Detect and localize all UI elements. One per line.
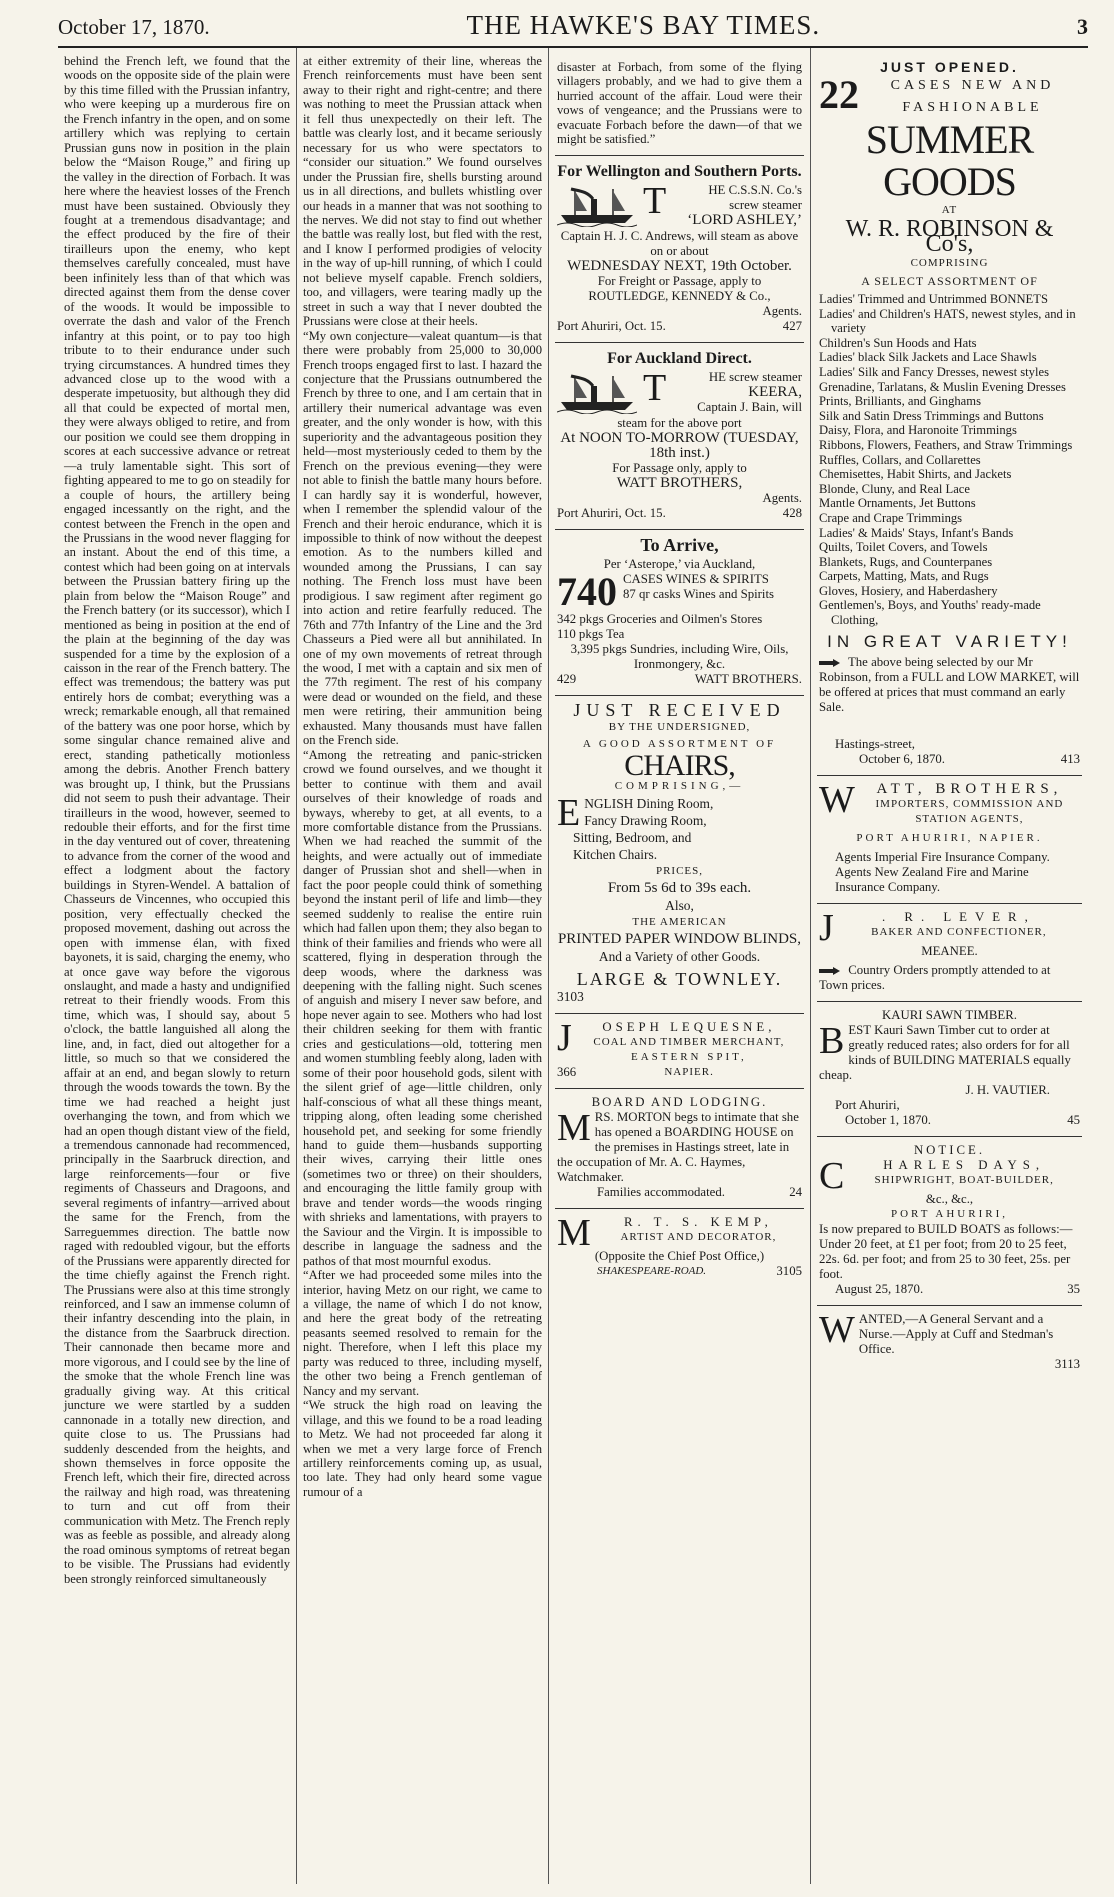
ad-heading: For Auckland Direct. <box>607 349 752 367</box>
ad-line: SHAKESPEARE-ROAD. <box>597 1264 707 1277</box>
ad-body: ANTED,—A General Servant and a Nurse.—Apply at Cuff and Stedman's Office. <box>858 1311 1054 1356</box>
ad-line: 110 pkgs Tea <box>557 626 625 641</box>
ad-line: A SELECT ASSORTMENT OF <box>861 274 1038 288</box>
ad-heading: JUST RECEIVED <box>573 699 786 720</box>
agent-name: LARGE & TOWNLEY. <box>576 968 783 989</box>
ad-note <box>819 655 1080 715</box>
list-item: Kitchen Chairs. <box>573 846 658 862</box>
ad-line: steam for the above port <box>617 415 742 430</box>
list-item: Ladies' Silk and Fancy Dresses, newest styles <box>819 364 1049 379</box>
list-item: Ladies' & Maids' Stays, Infant's Bands <box>819 525 1014 540</box>
sail-date: At NOON TO-MORROW (TUESDAY, 18th inst.) <box>560 429 799 461</box>
ad-line: COMPRISING,— <box>614 779 745 792</box>
ad-note <box>819 963 1080 993</box>
agent-name: WATT BROTHERS, <box>616 474 743 491</box>
ad-wanted <box>817 1306 1082 1380</box>
newspaper-title: THE HAWKE'S BAY TIMES. <box>466 10 821 40</box>
ad-line: AT <box>941 204 958 216</box>
price-range: From 5s 6d to 39s each. <box>607 879 752 896</box>
list-item: Ladies' and Children's HATS, newest styles, and in variety <box>819 306 1076 336</box>
list-item: Children's Sun Hoods and Hats <box>819 335 977 350</box>
page-number: 3 <box>1076 14 1088 39</box>
article-text-col1: behind the French left, we found that the woods on the opposite side of the plain were by this time filled with the Prussian infantry, who were keeping up a murderous fire on the French infantry in the open, and on some artillery which was replying to certain Prussian guns now in position in the plain below the “Maison Rouge,” and firing up the valley in the direction of Forbach. It was here where the heaviest losses of the French must have been sustained. Obviously they fought at a tremendous disadvantage; and the effect produced by the fire of their tirailleurs upon the enemy, who kept themselves carefully concealed, must have been infinitely less than of that which was directed against them from the dense cover of the woods. It would be impossible to overrate the dash and valor of the French infantry at this point, or to pay too high tribute to to their endurance under such trying circumstances. A hundred times they advanced close up to the wood with a desperate impetuosity, but although they did all that could be expected of mortal men, they were always obliged to retire, and from our position we could see them dropping in scores at each successive advance or retreat—a truly lamentable sight. This sort of fighting appeared to me to go on steadily for a couple of hours, the artillery being engaged incessantly on the right, and the contest between the French in the open and the Prussians in the wood never flagging for an instant. About the end of this time, a contest which had been going on at intervals between the Prussian battery firing up the plain from below the “Maison Rouge” and the French battery (or its successor), which I mentioned as being in position at the end of the plain at the beginning of the day was suspended for a time by the explosion of a caisson in the rear of the French battery. The effect was tremendous; the battery was put entirely hors de combat; everything was a wreck; remarkable enough, all that remained of the battery was one poor horse, which by some singular chance remained alive and erect, standing pathetically motionless among the debris. Another French battery was brought up, I think, but the Prussians did not seem to push their advantage. Their tirailleurs in the wood, however, seemed to redouble their efforts, and for the first time in the day ventured out of cover, threatening to advance from the corner of the wood and effect a lodgment about the factory buildings in Styren-Wendel. A battalion of Chasseurs de Vincennes, who occupied this position, very effectually checked the proposed movement, dashing out across the open with immense élan, with fixed bayonets, it is said, charging the enemy, who at once gave way before the vigorous onslaught, and made a hasty and undignified retreat to their friendly woods. From this time, which was, I should say, about 5 o'clock, the battle languished all along the line, and, in fact, died out altogether for a little, so much so that we considered the affair at an end, and began slowly to return through the woods towards the town. By the time we had reached a height just overhanging the town, and from which we had an open though distant view of the field, a tremendous cannonade had recommenced, principally in the Saarbruck direction, and large reinforcements—four or five regiments of Chasseurs and Dragoons, and several regiments of infantry—arrived about the same for the French, from the Sarreguemmes direction. The battle now raged with redoubled vigour, but the efforts of the Prussians were apparently directed for the time chiefly against the French right. The Prussians were also at this time strongly reinforced, and I saw an immense column of their infantry descending into the plain, in the distance from the Saarbruck direction. Their cannonade then became more and more vigorous, and I could see by the line of the smoke that the whole French line was gradually giving way. At this critical juncture we were startled by a sudden cannonade in a totally new direction, and quite close to us. The Prussians had suddenly descended from the heights, and shown themselves in force opposite the French left, which their fire, directed across the railway and high road, was threatening to turn and cut off from their communication with Metz. The French reply was as feeble as possible, and already along the road ominous symptoms of retreat began to be visible. The Prussians had evidently been strongly reinforced simultaneously <box>64 54 290 1586</box>
ad-line: Agents. <box>762 490 802 505</box>
ad-line: A GOOD ASSORTMENT OF <box>582 737 777 750</box>
ad-auckland <box>555 343 804 530</box>
ad-line: HE C.S.S.N. Co.'s <box>708 182 802 197</box>
agent-name: W. R. ROBINSON & Co's, <box>845 216 1054 257</box>
ad-line: For Freight or Passage, apply to <box>597 273 762 288</box>
ad-line: PRINTED PAPER WINDOW BLINDS, <box>557 930 802 947</box>
ad-line: Agents. <box>762 303 802 318</box>
list-item: Silk and Satin Dress Trimmings and Buttons <box>819 408 1044 423</box>
ad-number: 413 <box>1060 751 1080 766</box>
ad-line: 87 qr casks Wines and Spirits <box>623 586 775 601</box>
ad-lever <box>817 904 1082 1002</box>
ad-place: Hastings-street, <box>835 736 915 751</box>
ad-lequesne <box>555 1014 804 1089</box>
ad-line: Also, <box>665 897 694 913</box>
pointing-hand-icon <box>819 658 841 668</box>
ad-line: NAPIER. <box>664 1065 714 1078</box>
ad-heading: To Arrive, <box>640 534 719 555</box>
ad-line: BY THE UNDERSIGNED, <box>608 720 751 733</box>
ad-body: Country Orders promptly attended to at Town prices. <box>819 962 1051 992</box>
summer-goods-title: SUMMER GOODS <box>865 117 1034 204</box>
article-text-col2: at either extremity of their line, whereas the French reinforcements must have been sent away to their right and right-centre; and there was nothing to meet the Prussian attack when it fell thus unexpectedly on their left. The battle was clearly lost, and it became seriously necessary for us who were spectators to “consider our situation.” We found ourselves under the Prussian fire, shells bursting around us in all directions, and bullets whistling over our heads in a manner that was not soothing to the nerves. We did not stay to find out whether the battle was really lost, but fled with the rest, and I know I performed prodigies of velocity in the way of up-hill running, of which I could not believe myself capable. French soldiers, too, and villagers, were tearing madly up the street in such a way that I never doubted the Prussians were close at their heels. “My own conjecture—valeat quantum—is that there were probably from 25,000 to 30,000 French troops engaged first to last. I hazard the conjecture that the Prussians outnumbered the French by three to one, and I am certain that in artillery their numerical advantage was even greater, and the only wonder is how, with this superiority and the advantageous position they held—most mysteriously ceded to them by the French on the previous evening—they were not able to finish the battle many hours before. I can hardly say it is wonderful, however, when I remember the splendid valour of the French and their heroic endurance, which it is impossible to think of now without the deepest emotion. As to the numbers killed and wounded among the Prussians, I can say nothing. The French loss must have been prodigious. I saw regiment after regiment go into action and retire fearfully reduced. The 76th and 77th Infantry of the Line and the 3rd Chasseurs a Pied were all but annihilated. In one of my own movements of retreat through the wood, I met with a captain and six men of the 77th regiment. The rest of his company were dead or wounded on the field, and these men were retiring, their ammunition being exhausted. Many thousands must have fallen on the French side. “Among the retreating and panic-stricken crowd we found ourselves, and we thought it better to continue with them and avail ourselves of their knowledge of roads and byways, whereby to get, at all events, to a more comfortable distance from the Prussians. When we had reached the summit of the heights, and were actually out of immediate danger of Prussian shot and shell—when in fact the poor people could think of something beyond the instant peril of life and limb—they seemed suddenly to realise the entire ruin which had fallen upon them; they also began to think of their families and friends who were all scattered, flying in desperation through the deep woods, where the darkness was deepening with the falling night. Such scenes of anguish and misery I never saw before, and hope never again to see. Mothers who had lost their children seeking for them with frantic cries and gesticulations—old, tottering men and women stumbling feebly along, laden with some of their poor household gods, silent with the silent grief of age—little children, only half-conscious of what all these things meant, tripping along, often leading some cherished household pet, and seeking for some friendly hand to guide them—husbands supporting their wives, carrying their little ones (sometimes two or three) on their shoulders, and encouraging the little family group with brave and tender words—the woods ringing with shrieks and lamentations, with prayers to the Saviour and the Virgin. It is impossible to describe in language the sadness and the pathos of that most mournful exodus. “After we had proceeded some miles into the interior, having Metz on our right, we came to a village, the name of which I do not know, and here the great body of the retreating peasants seemed resolved to remain for the night. Therefore, when I left this place my party was reduced to three, including myself, the other two being a French gentleman of Nancy and my servant. “We struck the high road on leaving the village, and this we found to be a road leading to Metz. We had not proceeded far along it when we met a very large force of French artillery reinforcements coming up, as usual, too late. They had only heard some vague rumour of a <box>303 54 542 1499</box>
ad-line: &c., &c., <box>925 1191 974 1206</box>
agent-name: ROUTLEDGE, KENNEDY & Co., <box>588 288 771 303</box>
column-1 <box>58 48 297 1884</box>
goods-list <box>819 292 1080 628</box>
list-item: Blonde, Cluny, and Real Lace <box>819 481 970 496</box>
ad-to-arrive <box>555 530 804 696</box>
ad-number: 35 <box>1067 1281 1080 1296</box>
ad-body: RS. MORTON begs to intimate that she has opened a BOARDING HOUSE on the premises in Hastings street, late in the occupation of Mr. A. C. Haymes, Watchmaker. <box>557 1109 799 1184</box>
list-item: Fancy Drawing Room, <box>584 812 707 828</box>
steamship-icon <box>557 185 637 227</box>
ad-chairs <box>555 696 804 1014</box>
dropcap: C <box>819 1154 845 1197</box>
ad-line: SHIPWRIGHT, BOAT-BUILDER, <box>874 1173 1054 1186</box>
variety-line: IN GREAT VARIETY! <box>827 631 1072 651</box>
list-item: Daisy, Flora, and Haronoite Trimmings <box>819 423 1017 438</box>
column-3 <box>549 48 811 1884</box>
list-item: Prints, Brilliants, and Ginghams <box>819 394 981 409</box>
big-number: 22 <box>819 72 859 117</box>
issue-date: October 17, 1870. <box>58 15 210 39</box>
list-item: Ladies' black Silk Jackets and Lace Shawls <box>819 350 1037 365</box>
column-2 <box>297 48 549 1884</box>
ad-watt <box>817 776 1082 904</box>
ad-heading: KAURI SAWN TIMBER. <box>882 1007 1017 1022</box>
dropcap: J <box>557 1016 572 1059</box>
ad-line: For Passage only, apply to <box>612 460 747 475</box>
ad-body: The above being selected by our Mr Robinson, from a FULL and LOW MARKET, will be offered at prices that must command an early Sale. <box>819 654 1080 714</box>
list-item: Crape and Crape Trimmings <box>819 510 963 525</box>
ad-place: Port Ahuriri, <box>835 1097 900 1112</box>
ad-heading: For Wellington and Southern Ports. <box>557 162 802 180</box>
ad-kauri <box>817 1002 1082 1137</box>
list-item: Chemisettes, Habit Shirts, and Jackets <box>819 467 1012 482</box>
ad-name: HARLES DAYS, <box>883 1157 1046 1172</box>
ad-line: Captain J. Bain, will <box>697 399 802 414</box>
ad-number: 45 <box>1067 1112 1080 1127</box>
ad-line: Agents New Zealand Fire and Marine Insurance Company. <box>835 864 1029 894</box>
dropcap: E <box>557 791 581 834</box>
ad-line: 342 pkgs Groceries and Oilmen's Stores <box>557 611 763 626</box>
ad-line: ARTIST AND DECORATOR, <box>620 1230 777 1243</box>
ad-line: MEANEE. <box>921 943 978 958</box>
ad-name: ATT, BROTHERS, <box>876 780 1063 797</box>
ad-line: Captain H. J. C. Andrews, will steam as above on or about <box>560 228 799 258</box>
list-item: Ladies' Trimmed and Untrimmed BONNETS <box>819 292 1048 306</box>
ad-line: screw steamer <box>729 197 802 212</box>
ship-name: KEERA, <box>748 383 802 400</box>
ad-number: 3103 <box>557 988 584 1004</box>
ad-line: IMPORTERS, COMMISSION AND STATION AGENTS, <box>875 797 1064 825</box>
list-item: Mantle Ornaments, Jet Buttons <box>819 496 976 511</box>
ad-body: Is now prepared to BUILD BOATS as follows:—Under 20 feet, at £1 per foot; from 20 to 25 feet, 22s. 6d. per foot; and from 25 to 30 feet, 25s. per foot. <box>819 1221 1073 1281</box>
dropcap: J <box>819 906 834 949</box>
ad-line: HE screw steamer <box>708 369 802 384</box>
ad-line: (Opposite the Chief Post Office,) <box>594 1248 765 1263</box>
dropcap: T <box>643 366 667 409</box>
ad-line: THE AMERICAN <box>632 915 727 928</box>
list-item: Grenadine, Tarlatans, & Muslin Evening Dresses <box>819 379 1066 394</box>
ad-number: 366 <box>557 1064 577 1079</box>
ad-place: Port Ahuriri, Oct. 15. <box>557 505 666 520</box>
ad-date: August 25, 1870. <box>835 1281 924 1296</box>
ad-line: PORT AHURIRI, <box>891 1207 1008 1220</box>
ad-robinson <box>817 54 1082 776</box>
ad-board <box>555 1089 804 1209</box>
dropcap: W <box>819 778 855 821</box>
chairs-title: CHAIRS, <box>624 748 735 782</box>
ad-line: BAKER AND CONFECTIONER, <box>871 925 1047 938</box>
ad-heading: JUST OPENED. <box>880 59 1019 75</box>
ad-line: Per ‘Asterope,’ via Auckland, <box>603 556 756 571</box>
ad-days <box>817 1137 1082 1306</box>
ad-place: Port Ahuriri, Oct. 15. <box>557 318 666 333</box>
ad-number: 3113 <box>1054 1356 1080 1371</box>
agent-name: J. H. VAUTIER. <box>965 1082 1050 1097</box>
sail-date: WEDNESDAY NEXT, 19th October. <box>567 257 792 274</box>
ad-line: 3,395 pkgs Sundries, including Wire, Oils, Ironmongery, &c. <box>570 641 789 671</box>
ad-line: COMPRISING <box>910 257 989 269</box>
ad-number: 427 <box>782 318 802 333</box>
dropcap: W <box>819 1308 855 1351</box>
ad-line: CASES WINES & SPIRITS <box>623 571 769 586</box>
list-item: Ruffles, Collars, and Collarettes <box>819 452 981 467</box>
list-item: Sitting, Bedroom, and <box>573 829 692 845</box>
list-item: NGLISH Dining Room, <box>584 795 714 811</box>
ad-name: OSEPH LEQUESNE, <box>602 1019 776 1034</box>
ad-body: EST Kauri Sawn Timber cut to order at greatly reduced rates; also orders for for all kinds of BUILDING MATERIALS equally cheap. <box>819 1022 1071 1082</box>
ad-number: 24 <box>789 1184 802 1199</box>
ad-line: PRICES, <box>655 864 704 877</box>
ad-number: 429 <box>557 671 577 686</box>
ad-number: 428 <box>782 505 802 520</box>
ad-date: October 6, 1870. <box>859 751 946 766</box>
dropcap: M <box>557 1211 591 1254</box>
ad-kemp <box>555 1209 804 1287</box>
ad-heading: NOTICE. <box>913 1142 986 1157</box>
dropcap: T <box>643 179 667 222</box>
column-4 <box>811 48 1088 1884</box>
dropcap: B <box>819 1019 845 1062</box>
ad-name: R. T. S. KEMP, <box>623 1214 773 1229</box>
list-item: Gloves, Hosiery, and Haberdashery <box>819 583 998 598</box>
article-continuation <box>555 54 804 156</box>
ship-name: ‘LORD ASHLEY,’ <box>687 211 802 228</box>
ad-name: . R. LEVER, <box>882 909 1036 924</box>
pointing-hand-icon <box>819 966 841 976</box>
big-number: 740 <box>557 568 617 614</box>
steamship-icon <box>557 372 637 414</box>
ad-line: EASTERN SPIT, <box>630 1050 747 1063</box>
ad-wellington <box>555 156 804 343</box>
article-text-col3: disaster at Forbach, from some of the flying villagers probably, and we had to give them a hurried account of the affair. Loud were their vows of vengeance; and the Prussians were to evacuate Forbach before the dawn—of that we might be satisfied.” <box>557 60 802 147</box>
ad-number: 3105 <box>776 1263 802 1278</box>
list-item: Quilts, Toilet Covers, and Towels <box>819 540 988 555</box>
ad-line: CASES NEW AND FASHIONABLE <box>890 78 1055 115</box>
masthead <box>58 10 1088 48</box>
ad-line: And a Variety of other Goods. <box>598 948 761 964</box>
list-item: Blankets, Rugs, and Counterpanes <box>819 554 993 569</box>
ad-line: PORT AHURIRI, NAPIER. <box>856 831 1043 844</box>
agent-name: WATT BROTHERS. <box>694 671 802 686</box>
list-item: Carpets, Matting, Mats, and Rugs <box>819 569 989 584</box>
ad-line: Agents Imperial Fire Insurance Company. <box>835 849 1050 864</box>
ad-heading: BOARD AND LODGING. <box>591 1094 768 1109</box>
ad-date: October 1, 1870. <box>845 1112 932 1127</box>
ad-line: COAL AND TIMBER MERCHANT, <box>593 1035 785 1048</box>
ad-line: Families accommodated. <box>597 1184 725 1199</box>
dropcap: M <box>557 1106 591 1149</box>
list-item: Ribbons, Flowers, Feathers, and Straw Trimmings <box>819 437 1073 452</box>
list-item: Gentlemen's, Boys, and Youths' ready-made Clothing, <box>819 598 1041 628</box>
